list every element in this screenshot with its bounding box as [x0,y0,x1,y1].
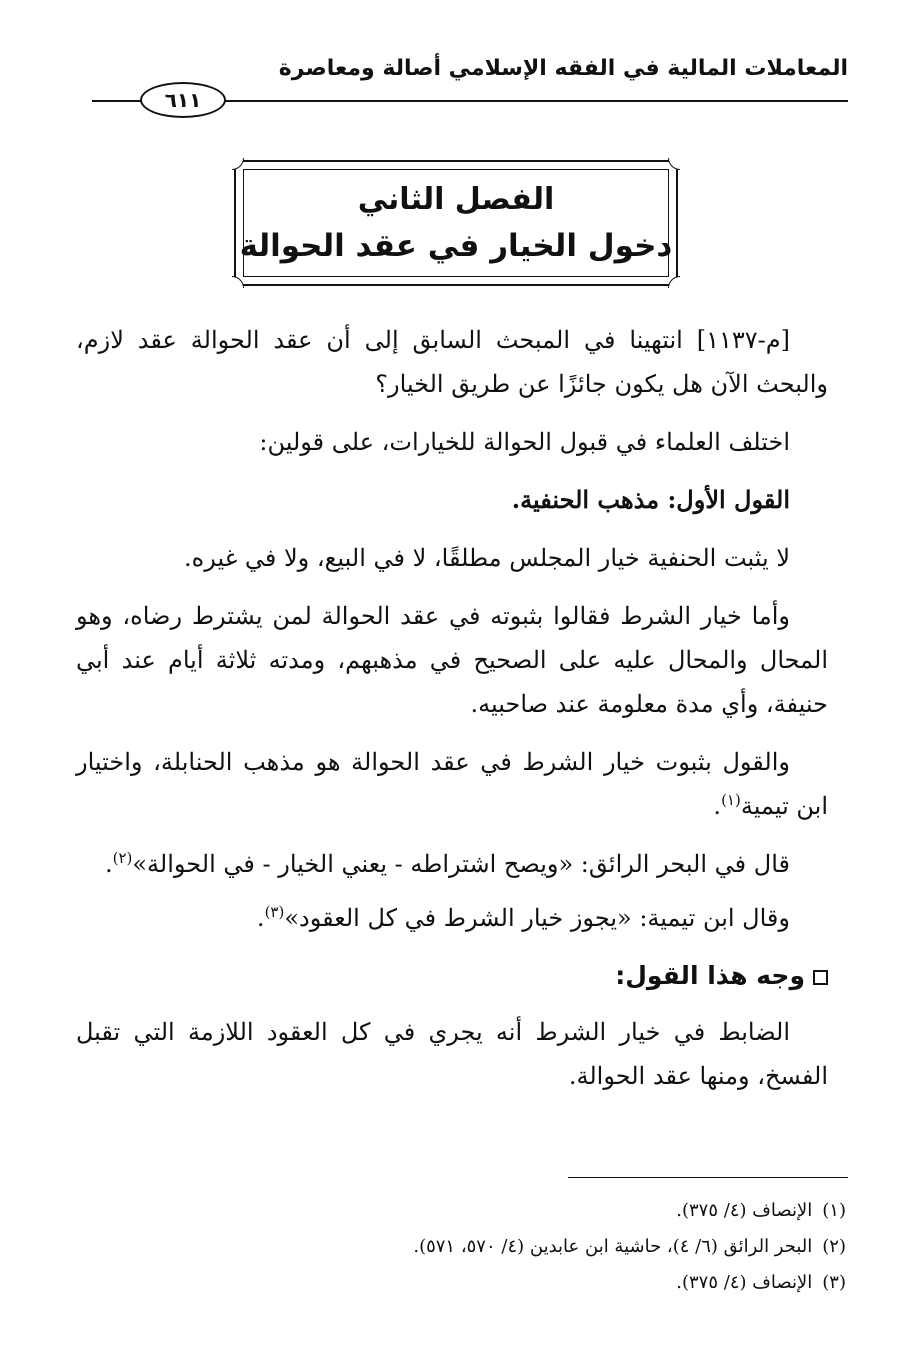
paragraph: لا يثبت الحنفية خيار المجلس مطلقًا، لا في البيع، ولا في غيره. [184,544,790,572]
first-opinion-heading: القول الأول: مذهب الحنفية. [511,485,790,514]
paragraph-end: . [256,904,265,932]
page-number-text: ٦١١ [164,88,202,112]
section-heading-text: وجه هذا القول: [615,961,805,990]
footnote-number: (٢) [822,1236,846,1257]
footnote-text: البحر الرائق (٦/ ٤)، حاشية ابن عابدين (٤/ ٥٧٠، ٥٧١). [413,1236,813,1257]
footnote-ref: (٣) [264,903,285,921]
section-heading [76,954,828,998]
footnote-text: الإنصاف (٤/ ٣٧٥). [676,1272,813,1293]
footnote-ref: (٢) [112,849,133,867]
chapter-label: الفصل الثاني [357,182,555,217]
paragraph: الضابط في خيار الشرط أنه يجري في كل العقود اللازمة التي تقبل الفسخ، ومنها عقد الحوالة. [76,1018,828,1090]
footnote [120,1193,846,1229]
footnote [120,1229,846,1265]
page-number [140,82,226,118]
chapter-title: دخول الخيار في عقد الحوالة [239,228,673,264]
paragraph-text: والقول بثبوت خيار الشرط في عقد الحوالة هو مذهب الحنابلة، واختيار ابن تيمية [76,748,828,820]
footnote [120,1265,846,1301]
checkbox-icon [813,970,828,985]
quote-paragraph [76,842,828,886]
footnote-number: (٣) [822,1272,846,1293]
footnote-number: (١) [822,1200,846,1221]
footnote-separator [568,1177,848,1178]
paragraph [76,740,828,828]
paragraph-text: قال في البحر الرائق: «ويصح اشتراطه - يعني الخيار - في الحوالة» [132,850,790,878]
footnotes [120,1193,846,1301]
paragraph-end: . [713,792,722,820]
body-text [76,318,828,1112]
paragraph: [م-١١٣٧] انتهينا في المبحث السابق إلى أن عقد الحوالة عقد لازم، والبحث الآن هل يكون جائزًا عن طريق الخيار؟ [76,326,828,398]
paragraph-end: . [104,850,113,878]
running-header: المعاملات المالية في الفقه الإسلامي أصالة ومعاصرة [278,56,848,81]
quote-paragraph [76,896,828,940]
paragraph-text: وقال ابن تيمية: «يجوز خيار الشرط في كل العقود» [284,904,790,932]
footnote-ref: (١) [721,791,741,809]
chapter-title-frame [234,160,678,286]
footnote-text: الإنصاف (٤/ ٣٧٥). [676,1200,813,1221]
paragraph: وأما خيار الشرط فقالوا بثبوته في عقد الحوالة لمن يشترط رضاه، وهو المحال والمحال عليه على الصحيح في مذهبهم، ومدته ثلاثة أيام عند أبي حنيفة، وأي مدة معلومة عند صاحبيه. [76,602,828,718]
paragraph: اختلف العلماء في قبول الحوالة للخيارات، على قولين: [259,428,790,456]
